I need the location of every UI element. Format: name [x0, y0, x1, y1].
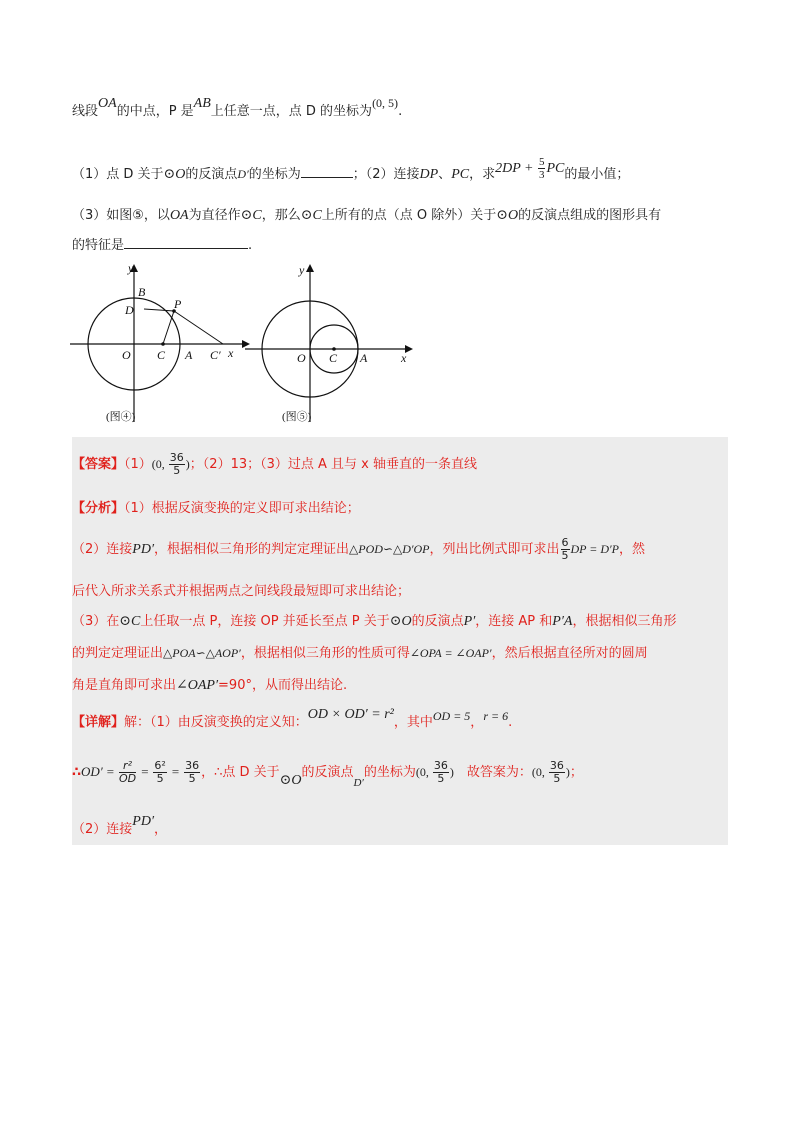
figure-5 [245, 262, 420, 427]
text: ，∴点 D 关于 [201, 765, 280, 780]
math: ∠OPA = ∠OAP′ [409, 646, 492, 660]
text: 的判定定理证出 [72, 646, 164, 661]
label-x: x [401, 351, 407, 365]
analysis-line-2 [72, 537, 645, 562]
math: OD′ = [81, 764, 118, 779]
numerator: 6² [154, 759, 166, 772]
label-x: x [228, 346, 234, 360]
math: ⊙O [279, 773, 302, 788]
math: D′ [353, 777, 364, 789]
denominator: 5 [561, 549, 569, 562]
text: （1）根据反演变换的定义即可求出结论； [124, 501, 360, 516]
analysis-line-6 [72, 674, 347, 694]
text: ，然 [619, 542, 646, 557]
math: (0, [531, 765, 548, 779]
label-o: O [297, 351, 306, 365]
denominator: 5 [437, 772, 445, 785]
text: 上任取一点 P，连接 OP 并延长至点 P 关于 [140, 614, 390, 629]
numerator: 36 [433, 759, 448, 772]
math: ) [565, 765, 570, 779]
fraction [119, 760, 136, 785]
numerator: 36 [169, 451, 184, 464]
detail-line-1 [72, 707, 513, 731]
y-axis-arrow [306, 264, 314, 272]
text: 为直径作 [188, 208, 241, 223]
therefore-symbol: ∴ [72, 765, 82, 780]
fraction [549, 760, 565, 785]
fraction [184, 760, 200, 785]
text: 的中点，P 是 [116, 104, 194, 119]
arc-ab: AB [193, 96, 211, 111]
fraction [561, 537, 570, 562]
math: △POA∽△AOP′ [163, 646, 241, 660]
text: （2）连接 [72, 542, 133, 557]
text: 的反演点 [411, 614, 464, 629]
figure-5-caption: (图⑤) [282, 411, 312, 423]
label-c-prime: C′ [210, 348, 221, 362]
label-y: y [299, 263, 305, 277]
text: ；（2）13；（3）过点 A 且与 x 轴垂直的一条直线 [189, 457, 477, 472]
math: OD × OD′ = r² [307, 707, 394, 722]
answer-line [72, 452, 477, 477]
math: PD′ [132, 542, 155, 557]
denominator: 3 [538, 169, 545, 181]
text: （1） [124, 457, 152, 472]
math: ⊙O [163, 167, 186, 182]
text: ， [470, 715, 484, 730]
math: ⊙C [240, 208, 262, 223]
math: OD = 5 [432, 709, 471, 723]
text: 的坐标为 [248, 167, 301, 182]
text: （3）在 [72, 614, 120, 629]
math: ∠OAP′ [176, 678, 219, 693]
denominator: OD [118, 772, 137, 785]
text: 的最小值； [564, 167, 630, 182]
numerator: 5 [538, 156, 545, 168]
text: . [248, 238, 253, 253]
point-c [161, 342, 165, 346]
analysis-line-4 [72, 610, 676, 630]
math: △POD∽△D′OP [349, 542, 430, 556]
segment-pc-prime [174, 311, 223, 344]
math: ) [185, 457, 190, 471]
text: （3）如图⑤，以 [72, 208, 170, 223]
fraction [169, 452, 185, 477]
math: (0, [151, 457, 168, 471]
label-b: B [138, 285, 146, 299]
detail-line-2 [72, 759, 583, 789]
analysis-line-1 [72, 497, 360, 516]
fraction [433, 760, 449, 785]
numerator: 36 [549, 759, 564, 772]
detail-tag: 【详解】 [72, 715, 125, 730]
label-a: A [360, 351, 368, 365]
math: P′A [552, 614, 573, 629]
answer-blank-1[interactable] [301, 177, 353, 178]
text: ，那么 [261, 208, 301, 223]
text: ，其中 [393, 715, 433, 730]
text: ； [569, 765, 583, 780]
segment-dp [144, 309, 174, 311]
text: 、 [438, 167, 452, 182]
math: r = 6 [483, 709, 509, 723]
math: ⊙O [496, 208, 519, 223]
analysis-tag: 【分析】 [72, 501, 125, 516]
math: OA [169, 208, 189, 223]
question-3 [72, 204, 661, 224]
text: ， [154, 822, 168, 837]
question-1-2 [72, 156, 630, 187]
math: = [137, 764, 153, 779]
fraction [153, 760, 166, 785]
label-a: A [185, 348, 193, 362]
label-c: C [157, 348, 166, 362]
text: 上任意一点，点 D 的坐标为 [210, 104, 373, 119]
math: ⊙O [389, 614, 412, 629]
text: ，求 [469, 167, 496, 182]
math: = [167, 764, 184, 779]
text: 的坐标为 [363, 765, 416, 780]
label-y: y [128, 262, 134, 275]
figure-4 [70, 262, 250, 427]
math: PC [451, 167, 470, 182]
math: P′ [463, 614, 476, 629]
math: PD′ [132, 814, 155, 829]
text: 的特征是 [72, 238, 125, 253]
text: 解：（1）由反演变换的定义知： [124, 715, 308, 730]
math: (0, 5) [372, 96, 399, 110]
denominator: 5 [173, 464, 181, 477]
text: ，根据相似三角形的性质可得 [240, 646, 410, 661]
math: DP = D′P [570, 542, 620, 556]
math: OA [98, 96, 117, 111]
text: ，列出比例式即可求出 [429, 542, 560, 557]
text: ，然后根据直径所对的圆周 [491, 646, 648, 661]
text: （2）连接 [72, 822, 133, 837]
text: （1）点 D 关于 [72, 167, 164, 182]
text: 后代入所求关系式并根据两点之间线段最短即可求出结论； [72, 584, 411, 599]
text: ；（2）连接 [352, 167, 420, 182]
text: =90°，从而得出结论. [218, 678, 348, 693]
math: 2DP + [495, 161, 537, 176]
numerator: r² [119, 760, 136, 773]
text: 角是直角即可求出 [72, 678, 177, 693]
text: . [398, 104, 403, 119]
segment-pc [163, 311, 174, 344]
label-p: P [174, 297, 182, 311]
analysis-line-5 [72, 642, 648, 661]
text: ，根据相似三角形的判定定理证出 [154, 542, 350, 557]
text: 的反演点组成的图形具有 [518, 208, 662, 223]
text: 故答案为： [453, 765, 532, 780]
denominator: 5 [553, 772, 561, 785]
label-d: D [125, 303, 134, 317]
text: 的反演点 [185, 167, 238, 182]
fraction [538, 156, 546, 181]
figure-4-caption: (图④) [106, 411, 136, 423]
numerator: 6 [561, 536, 569, 549]
text: 的反演点 [301, 765, 354, 780]
question-3-cont [72, 234, 252, 253]
problem-line-1 [72, 96, 403, 120]
answer-blank-3[interactable] [124, 248, 248, 249]
math: ) [449, 765, 454, 779]
math: D′ [237, 167, 249, 181]
text: 线段 [72, 104, 99, 119]
math: PC [546, 161, 565, 176]
math: ⊙C [300, 208, 322, 223]
denominator: 5 [188, 772, 196, 785]
text: ，根据相似三角形 [572, 614, 677, 629]
text: 上所有的点（点 O 除外）关于 [321, 208, 497, 223]
math: ⊙C [119, 614, 141, 629]
answer-tag: 【答案】 [72, 457, 125, 472]
label-c: C [329, 351, 338, 365]
numerator: 36 [185, 759, 200, 772]
math: (0, [415, 765, 432, 779]
math: DP [419, 167, 439, 182]
text: ，连接 AP 和 [475, 614, 553, 629]
detail-line-3 [72, 814, 168, 838]
label-o: O [122, 348, 131, 362]
analysis-line-3 [72, 580, 410, 599]
denominator: 5 [156, 772, 164, 785]
text: . [508, 715, 513, 730]
